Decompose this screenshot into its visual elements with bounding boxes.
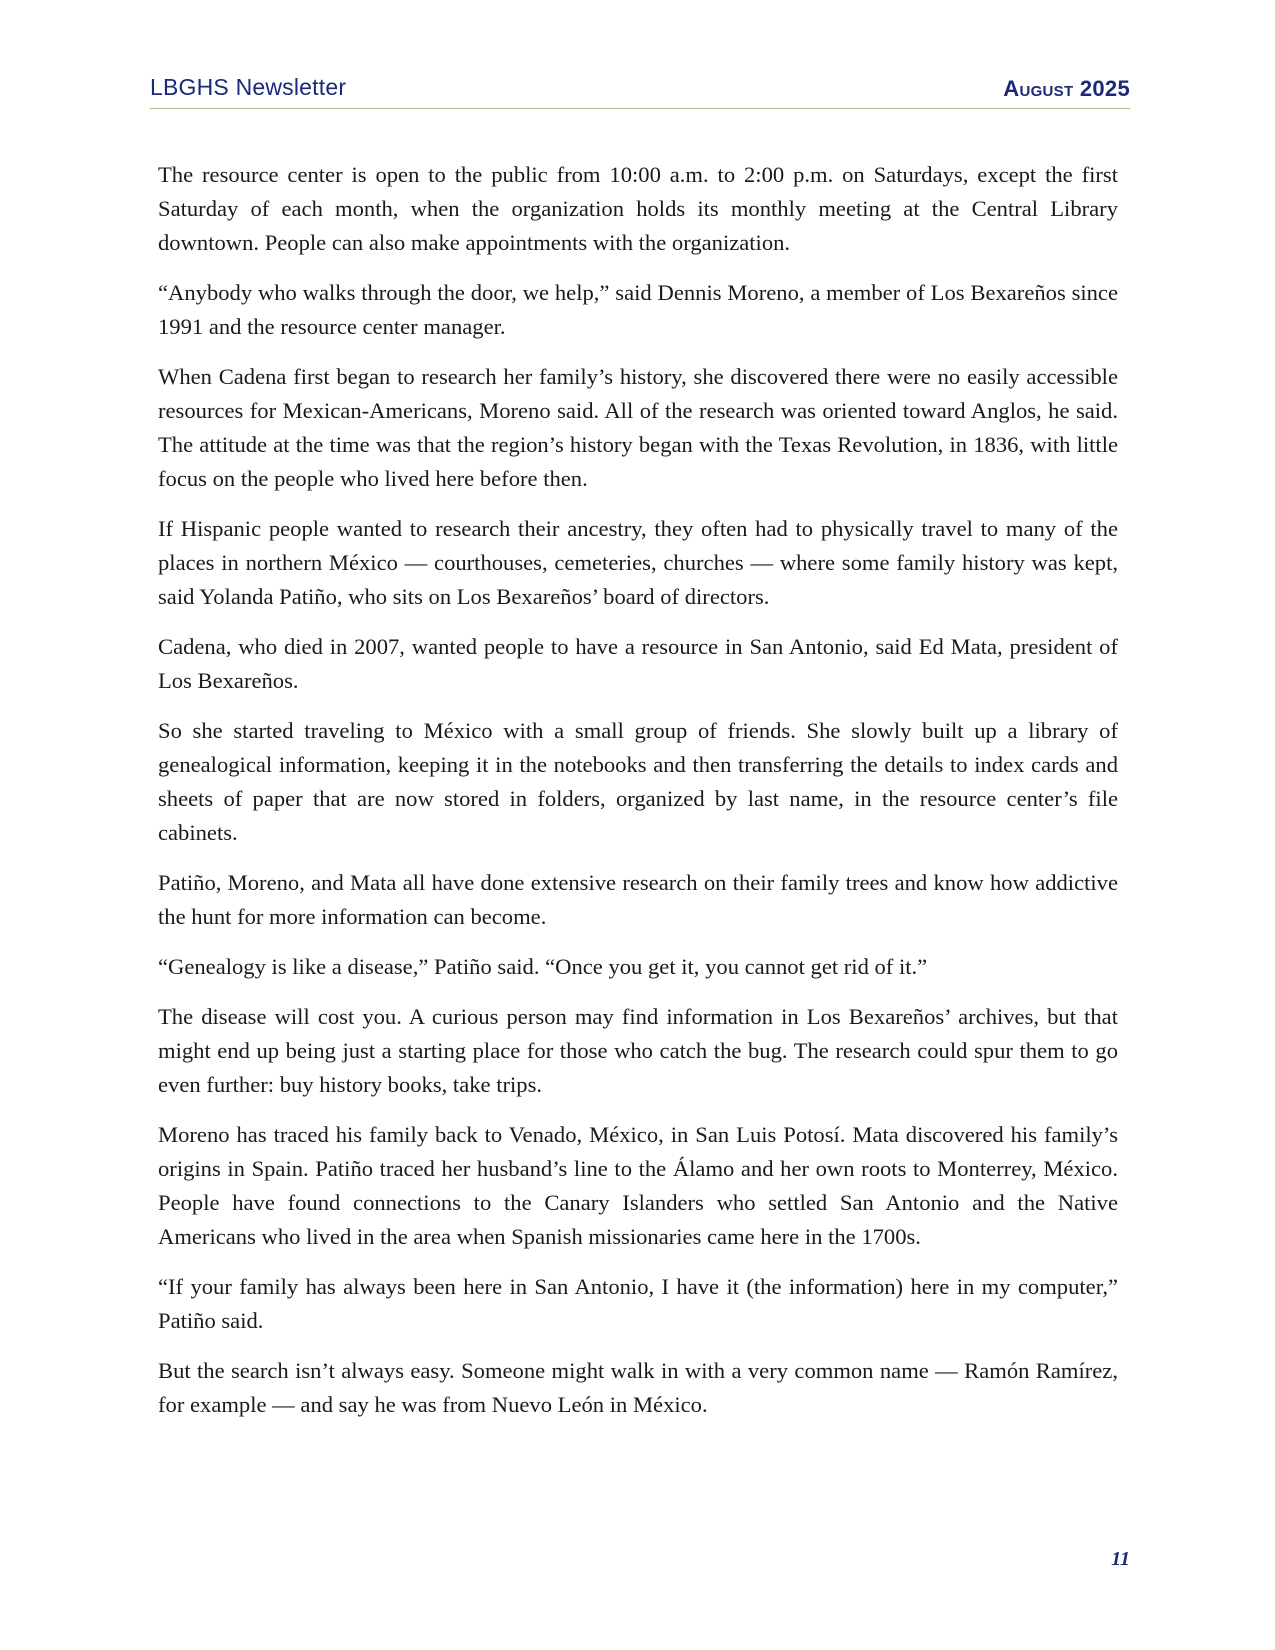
paragraph: “Anybody who walks through the door, we help,” said Dennis Moreno, a member of Los Bexareños since 1991 and the resource center manager. [158,280,1118,339]
paragraph: So she started traveling to México with a small group of friends. She slowly built up a library of genealogical information, keeping it in the notebooks and then transferring the details to index cards and sheets of paper that are now stored in folders, organized by last name, in the resource center’s file cabinets. [158,718,1118,845]
paragraph: If Hispanic people wanted to research their ancestry, they often had to physically travel to many of the places in northern México — courthouses, cemeteries, churches — where some family history was kept, said Yolanda Patiño, who sits on Los Bexareños’ board of directors. [158,516,1118,609]
page-number: 11 [1111,1548,1130,1570]
paragraph: The resource center is open to the public from 10:00 a.m. to 2:00 p.m. on Saturdays, except the first Saturday of each month, when the organization holds its monthly meeting at the Central Library downtown. People can also make appointments with the organization. [158,162,1118,255]
article-body [158,158,1118,1438]
newsletter-title: LBGHS Newsletter [150,74,347,100]
paragraph: Moreno has traced his family back to Venado, México, in San Luis Potosí. Mata discovered his family’s origins in Spain. Patiño traced her husband’s line to the Álamo and her own roots to Monterrey, México. People have found connections to the Canary Islanders who settled San Antonio and the Native Americans who lived in the area when Spanish missionaries came here in the 1700s. [158,1122,1118,1249]
page-header [150,72,1130,109]
paragraph: Patiño, Moreno, and Mata all have done extensive research on their family trees and know how addictive the hunt for more information can become. [158,870,1118,929]
paragraph: “If your family has always been here in San Antonio, I have it (the information) here in my computer,” Patiño said. [158,1274,1118,1333]
paragraph: When Cadena first began to research her family’s history, she discovered there were no easily accessible resources for Mexican-Americans, Moreno said. All of the research was oriented toward Anglos, he said. The attitude at the time was that the region’s history began with the Texas Revolution, in 1836, with little focus on the people who lived here before then. [158,364,1118,491]
paragraph: But the search isn’t always easy. Someone might walk in with a very common name — Ramón Ramírez, for example — and say he was from Nuevo León in México. [158,1358,1118,1417]
paragraph: The disease will cost you. A curious person may find information in Los Bexareños’ archives, but that might end up being just a starting place for those who catch the bug. The research could spur them to go even further: buy history books, take trips. [158,1004,1118,1097]
paragraph: “Genealogy is like a disease,” Patiño said. “Once you get it, you cannot get rid of it.” [158,954,928,979]
issue-date: August 2025 [1003,76,1130,101]
paragraph: Cadena, who died in 2007, wanted people to have a resource in San Antonio, said Ed Mata, president of Los Bexareños. [158,634,1118,693]
